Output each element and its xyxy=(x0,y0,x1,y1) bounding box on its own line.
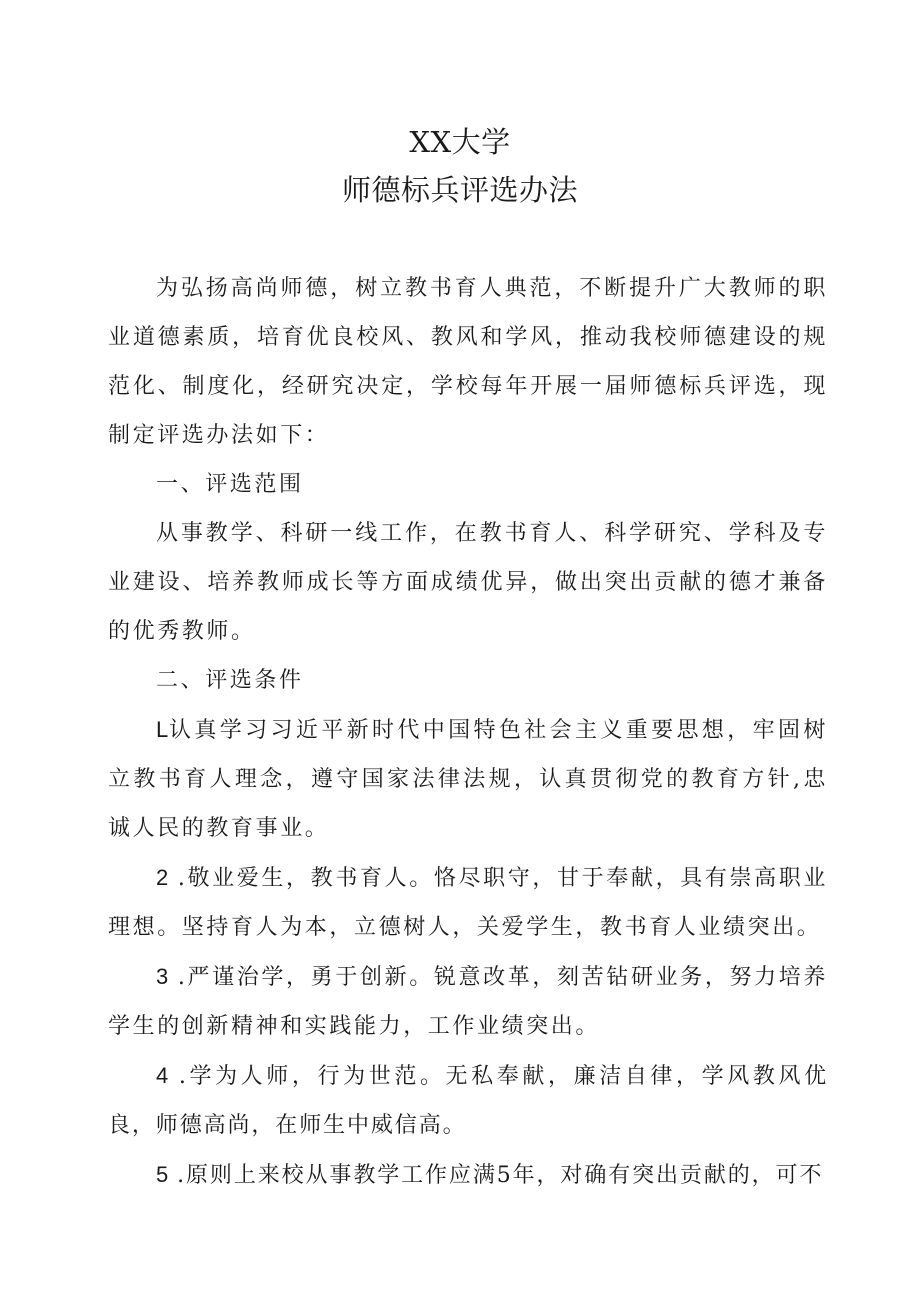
criteria-item-1 xyxy=(108,705,828,853)
criteria-item-text: .学为人师，行为世范。无私奉献，廉洁自律，学风教风优良，师德高尚，在师生中威信高。 xyxy=(108,1064,828,1138)
criteria-item-2 xyxy=(108,853,828,952)
document-title xyxy=(0,118,920,214)
criteria-item-text: .敬业爱生，教书育人。恪尽职守，甘于奉献，具有崇高职业理想。坚持育人为本，立德树人，关爱学生，教书育人业绩突出。 xyxy=(108,866,828,940)
intro-paragraph: 为弘扬高尚师德，树立教书育人典范，不断提升广大教师的职业道德素质，培育优良校风、教风和学风，推动我校师德建设的规范化、制度化，经研究决定，学校每年开展一届师德标兵评选，现制定评选办法如下： xyxy=(108,276,828,448)
criteria-item-4 xyxy=(108,1051,828,1150)
criteria-item-number: 5 xyxy=(156,1162,169,1187)
criteria-item-5 xyxy=(108,1150,828,1200)
criteria-item-number: 4 xyxy=(156,1063,169,1088)
section-heading-scope: 一、评选范围 xyxy=(156,472,304,497)
criteria-item-text: 认真学习习近平新时代中国特色社会主义重要思想，牢固树立教书育人理念，遵守国家法律法规，认真贯彻党的教育方针,忠诚人民的教育事业。 xyxy=(108,718,828,841)
document-body xyxy=(108,264,828,1200)
title-regulation: 师德标兵评选办法 xyxy=(341,173,578,207)
criteria-item-3 xyxy=(108,952,828,1051)
title-university: XX大学 xyxy=(409,125,511,159)
criteria-item-text: .原则上来校从事教学工作应满5年，对确有突出贡献的，可不 xyxy=(168,1163,824,1188)
scope-paragraph: 从事教学、科研一线工作，在教书育人、科学研究、学科及专业建设、培养教师成长等方面成绩优异，做出突出贡献的德才兼备的优秀教师。 xyxy=(108,521,828,644)
section-heading-criteria: 二、评选条件 xyxy=(156,668,304,693)
criteria-item-number: L xyxy=(156,717,169,742)
criteria-item-text: .严谨治学，勇于创新。锐意改革，刻苦钻研业务，努力培养学生的创新精神和实践能力，工作业绩突出。 xyxy=(108,965,828,1039)
criteria-item-number: 2 xyxy=(156,865,169,890)
criteria-item-number: 3 xyxy=(156,964,169,989)
